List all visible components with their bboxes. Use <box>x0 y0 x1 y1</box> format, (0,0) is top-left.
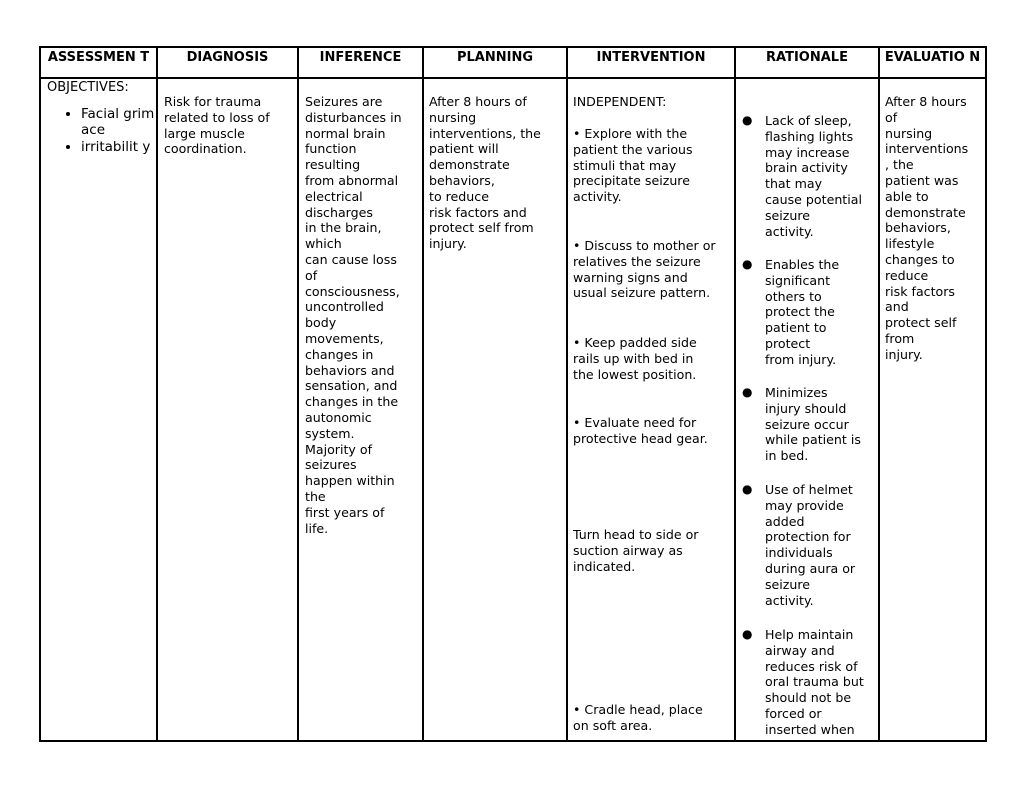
intervention-item: • Keep padded side rails up with bed in the lowest position. <box>573 335 697 382</box>
content-row <box>40 78 986 741</box>
intervention-label: INDEPENDENT: <box>573 94 667 109</box>
objective-item: • irritabilit y <box>81 139 156 156</box>
header-intervention: INTERVENTION <box>567 47 735 78</box>
rationale-item: ● Help maintain airway and reduces risk of oral trauma but should not be forced or inserted when <box>742 627 864 737</box>
evaluation-text: After 8 hours of nursing interventions , the patient was able to demonstrate behaviors, lifestyle changes to reduce risk factors and protect self from injury. <box>885 94 969 362</box>
intervention-cell <box>567 78 735 741</box>
header-evaluation: EVALUATIO N <box>879 47 986 78</box>
assessment-cell <box>40 78 157 741</box>
diagnosis-text: Risk for trauma related to loss of large muscle coordination. <box>164 94 270 157</box>
inference-text: Seizures are disturbances in normal brain function resulting from abnormal electrical discharges in the brain, which can cause loss of consciousness, uncontrolled body movements, changes in behaviors and sensation, and changes in the autonomic system. Majority of seizures happen within the first years of life. <box>305 94 402 536</box>
inference-cell <box>298 78 423 741</box>
rationale-item: ● Minimizes injury should seizure occur while patient is in bed. <box>742 385 861 464</box>
header-planning: PLANNING <box>423 47 567 78</box>
rationale-item: ● Enables the significant others to protect the patient to protect from injury. <box>742 257 840 367</box>
planning-cell <box>423 78 567 741</box>
header-assessment: ASSESSMEN T <box>40 47 157 78</box>
bullet-icon: ● <box>742 482 753 496</box>
intervention-item: • Cradle head, place on soft area. <box>573 702 703 733</box>
diagnosis-cell <box>157 78 298 741</box>
header-row <box>40 47 986 78</box>
intervention-item: Turn head to side or suction airway as indicated. <box>573 527 699 574</box>
header-rationale: RATIONALE <box>735 47 879 78</box>
nursing-care-plan-table <box>39 46 987 742</box>
intervention-item: • Discuss to mother or relatives the seizure warning signs and usual seizure pattern. <box>573 238 716 301</box>
header-diagnosis: DIAGNOSIS <box>157 47 298 78</box>
rationale-cell <box>735 78 879 741</box>
header-inference: INFERENCE <box>298 47 423 78</box>
evaluation-cell <box>879 78 986 741</box>
planning-text: After 8 hours of nursing interventions, the patient will demonstrate behaviors, to reduce risk factors and protect self from injury. <box>429 94 541 252</box>
intervention-item: • Evaluate need for protective head gear. <box>573 415 708 446</box>
rationale-item: ● Use of helmet may provide added protection for individuals during aura or seizure activity. <box>742 482 856 608</box>
bullet-icon: ● <box>742 385 753 399</box>
bullet-icon: ● <box>742 627 753 641</box>
objectives-list <box>41 106 156 156</box>
objective-item: • Facial grimace <box>81 106 156 139</box>
bullet-icon: ● <box>742 113 753 127</box>
rationale-item: ● Lack of sleep, flashing lights may increase brain activity that may cause potential seizure activity. <box>742 113 862 239</box>
intervention-item: • Explore with the patient the various stimuli that may precipitate seizure activity. <box>573 126 693 205</box>
bullet-icon: ● <box>742 257 753 271</box>
objectives-label: OBJECTIVES: <box>47 80 129 95</box>
